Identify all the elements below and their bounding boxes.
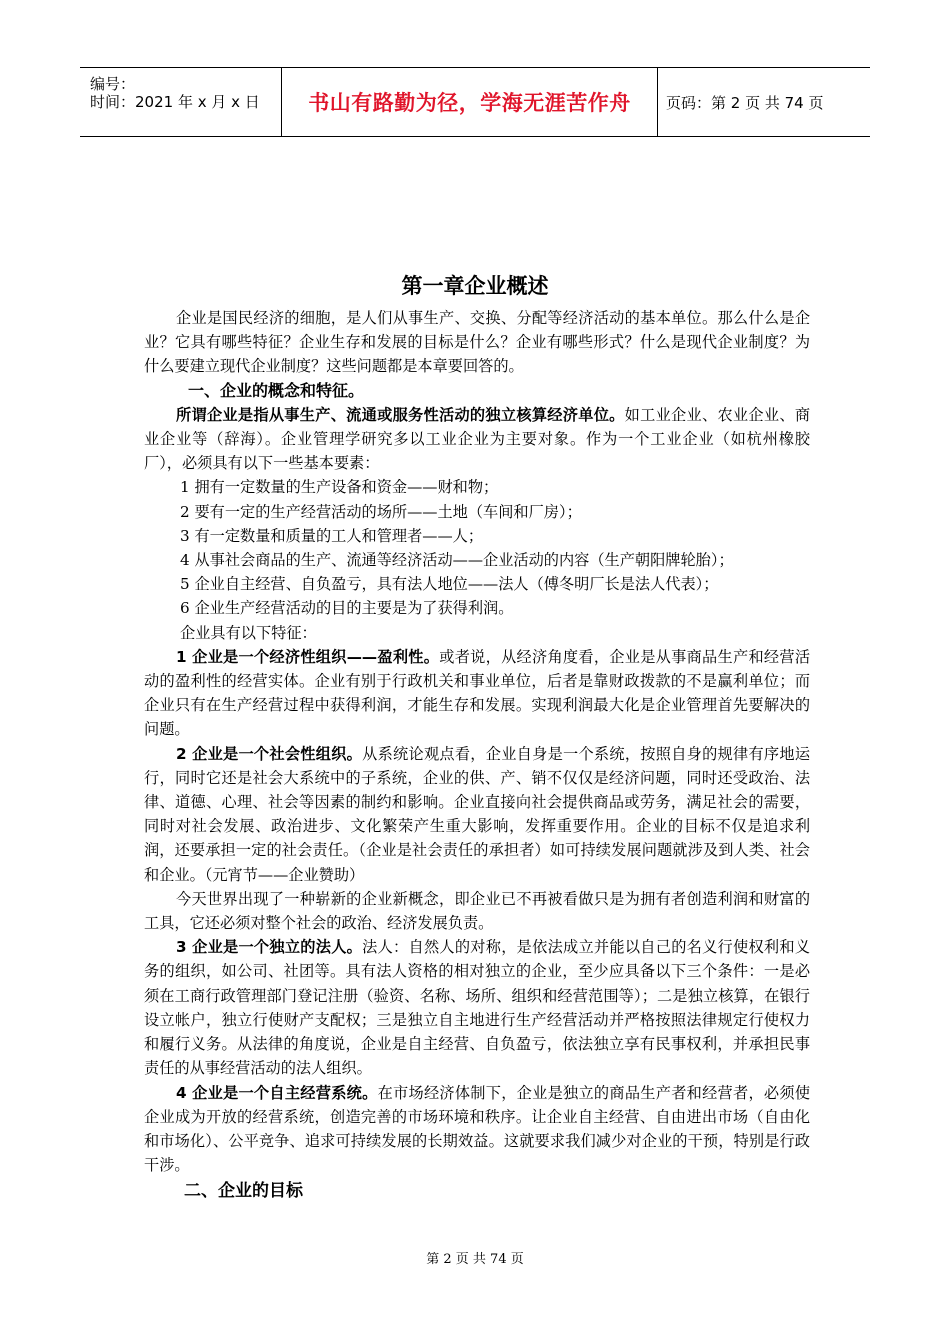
feature-2-heading: 2 企业是一个社会性组织。	[176, 744, 363, 763]
page-label: 页码：第 2 页 共 74 页	[666, 93, 824, 112]
element-item: 1 拥有一定数量的生产设备和资金——财和物；	[180, 478, 499, 497]
feature-4-paragraph	[144, 1081, 810, 1178]
date-label: 时间：2021 年 x 月 x 日	[90, 93, 260, 111]
definition-text: 如工业企业、农业企业、商业企业等（辞海）。企业管理学研究多以工业企业为主要对象。作为一个工业企业（如杭州橡胶厂），必须具有以下一些基本要素：	[144, 405, 811, 473]
chapter-title: 第一章企业概述	[401, 274, 549, 298]
feature-4-text: 在市场经济体制下，企业是独立的商品生产者和经营者，必须使企业成为开放的经营系统，创造完善的市场环境和秩序。让企业自主经营、自由进出市场（自由化和市场化）、公平竞争、追求可持续发展的长期效益。这就要求我们减少对企业的干预，特别是行政干涉。	[144, 1083, 811, 1175]
section-heading-1: 一、企业的概念和特征。	[188, 380, 365, 400]
number-label: 编号：	[90, 75, 136, 93]
motto: 书山有路勤为径，学海无涯苦作舟	[308, 91, 631, 115]
intro-paragraph: 企业是国民经济的细胞，是人们从事生产、交换、分配等经济活动的基本单位。那么什么是企业？它具有哪些特征？企业生存和发展的目标是什么？企业有哪些形式？什么是现代企业制度？为什么要建立现代企业制度？这些问题都是本章要回答的。	[144, 309, 810, 376]
section-heading-2: 二、企业的目标	[184, 1181, 303, 1202]
feature-1-paragraph	[144, 645, 810, 742]
page-footer: 第 2 页 共 74 页	[426, 1252, 524, 1267]
header-motto-cell	[282, 68, 658, 136]
feature-3-text: 法人：自然人的对称，是依法成立并能以自己的名义行使权利和义务的组织，如公司、社团等。具有法人资格的相对独立的企业，至少应具备以下三个条件：一是必须在工商行政管理部门登记注册（验资、名称、场所、组织和经营范围等）；二是独立核算，在银行设立帐户，独立行使财产支配权；三是独立自主地进行生产经营活动并严格按照法律规定行使权力和履行义务。从法律的角度说，企业是自主经营、自负盈亏，依法独立享有民事权利，并承担民事责任的从事经营活动的法人组织。	[144, 938, 811, 1078]
element-item: 5 企业自主经营、自负盈亏，具有法人地位——法人（傅冬明厂长是法人代表）；	[180, 575, 719, 594]
document-body	[144, 306, 810, 1204]
feature-1-heading: 1 企业是一个经济性组织——盈利性。	[176, 647, 440, 666]
header-page-cell	[658, 68, 870, 136]
feature-1-text: 或者说，从经济角度看，企业是从事商品生产和经营活动的盈利性的经营实体。企业有别于行政机关和事业单位，后者是靠财政拨款的不是赢利单位；而企业只有在生产经营过程中获得利润，才能生存和发展。实现利润最大化是企业管理首先要解决的问题。	[144, 647, 811, 739]
document-header	[80, 67, 870, 137]
element-item: 2 要有一定的生产经营活动的场所——土地（车间和厂房）；	[180, 502, 582, 521]
definition-bold: 所谓企业是指从事生产、流通或服务性活动的独立核算经济单位。	[176, 405, 625, 424]
feature-2-text: 从系统论观点看，企业自身是一个系统，按照自身的规律有序地运行，同时它还是社会大系统中的子系统，企业的供、产、销不仅仅是经济问题，同时还受政治、法律、道德、心理、社会等因素的制约和影响。企业直接向社会提供商品或劳务，满足社会的需要，同时对社会发展、政治进步、文化繁荣产生重大影响，发挥重要作用。企业的目标不仅是追求利润，还要承担一定的社会责任。（企业是社会责任的承担者）如可持续发展问题就涉及到人类、社会和企业。（元宵节——企业赞助）	[144, 744, 811, 884]
feature-2-extra-paragraph: 今天世界出现了一种崭新的企业新概念，即企业已不再被看做只是为拥有者创造利润和财富的工具，它还必须对整个社会的政治、经济发展负责。	[144, 889, 810, 933]
feature-3-heading: 3 企业是一个独立的法人。	[176, 938, 363, 957]
feature-4-heading: 4 企业是一个自主经营系统。	[176, 1083, 378, 1102]
element-item: 3 有一定数量和质量的工人和管理者——人；	[180, 526, 484, 545]
features-intro: 企业具有以下特征：	[180, 623, 317, 642]
definition-paragraph	[144, 403, 810, 476]
feature-2-paragraph	[144, 742, 810, 887]
element-item: 6 企业生产经营活动的目的主要是为了获得利润。	[180, 599, 514, 618]
element-item: 4 从事社会商品的生产、流通等经济活动——企业活动的内容（生产朝阳牌轮胎）；	[180, 551, 734, 570]
header-meta-cell	[80, 68, 282, 136]
feature-3-paragraph	[144, 935, 810, 1080]
